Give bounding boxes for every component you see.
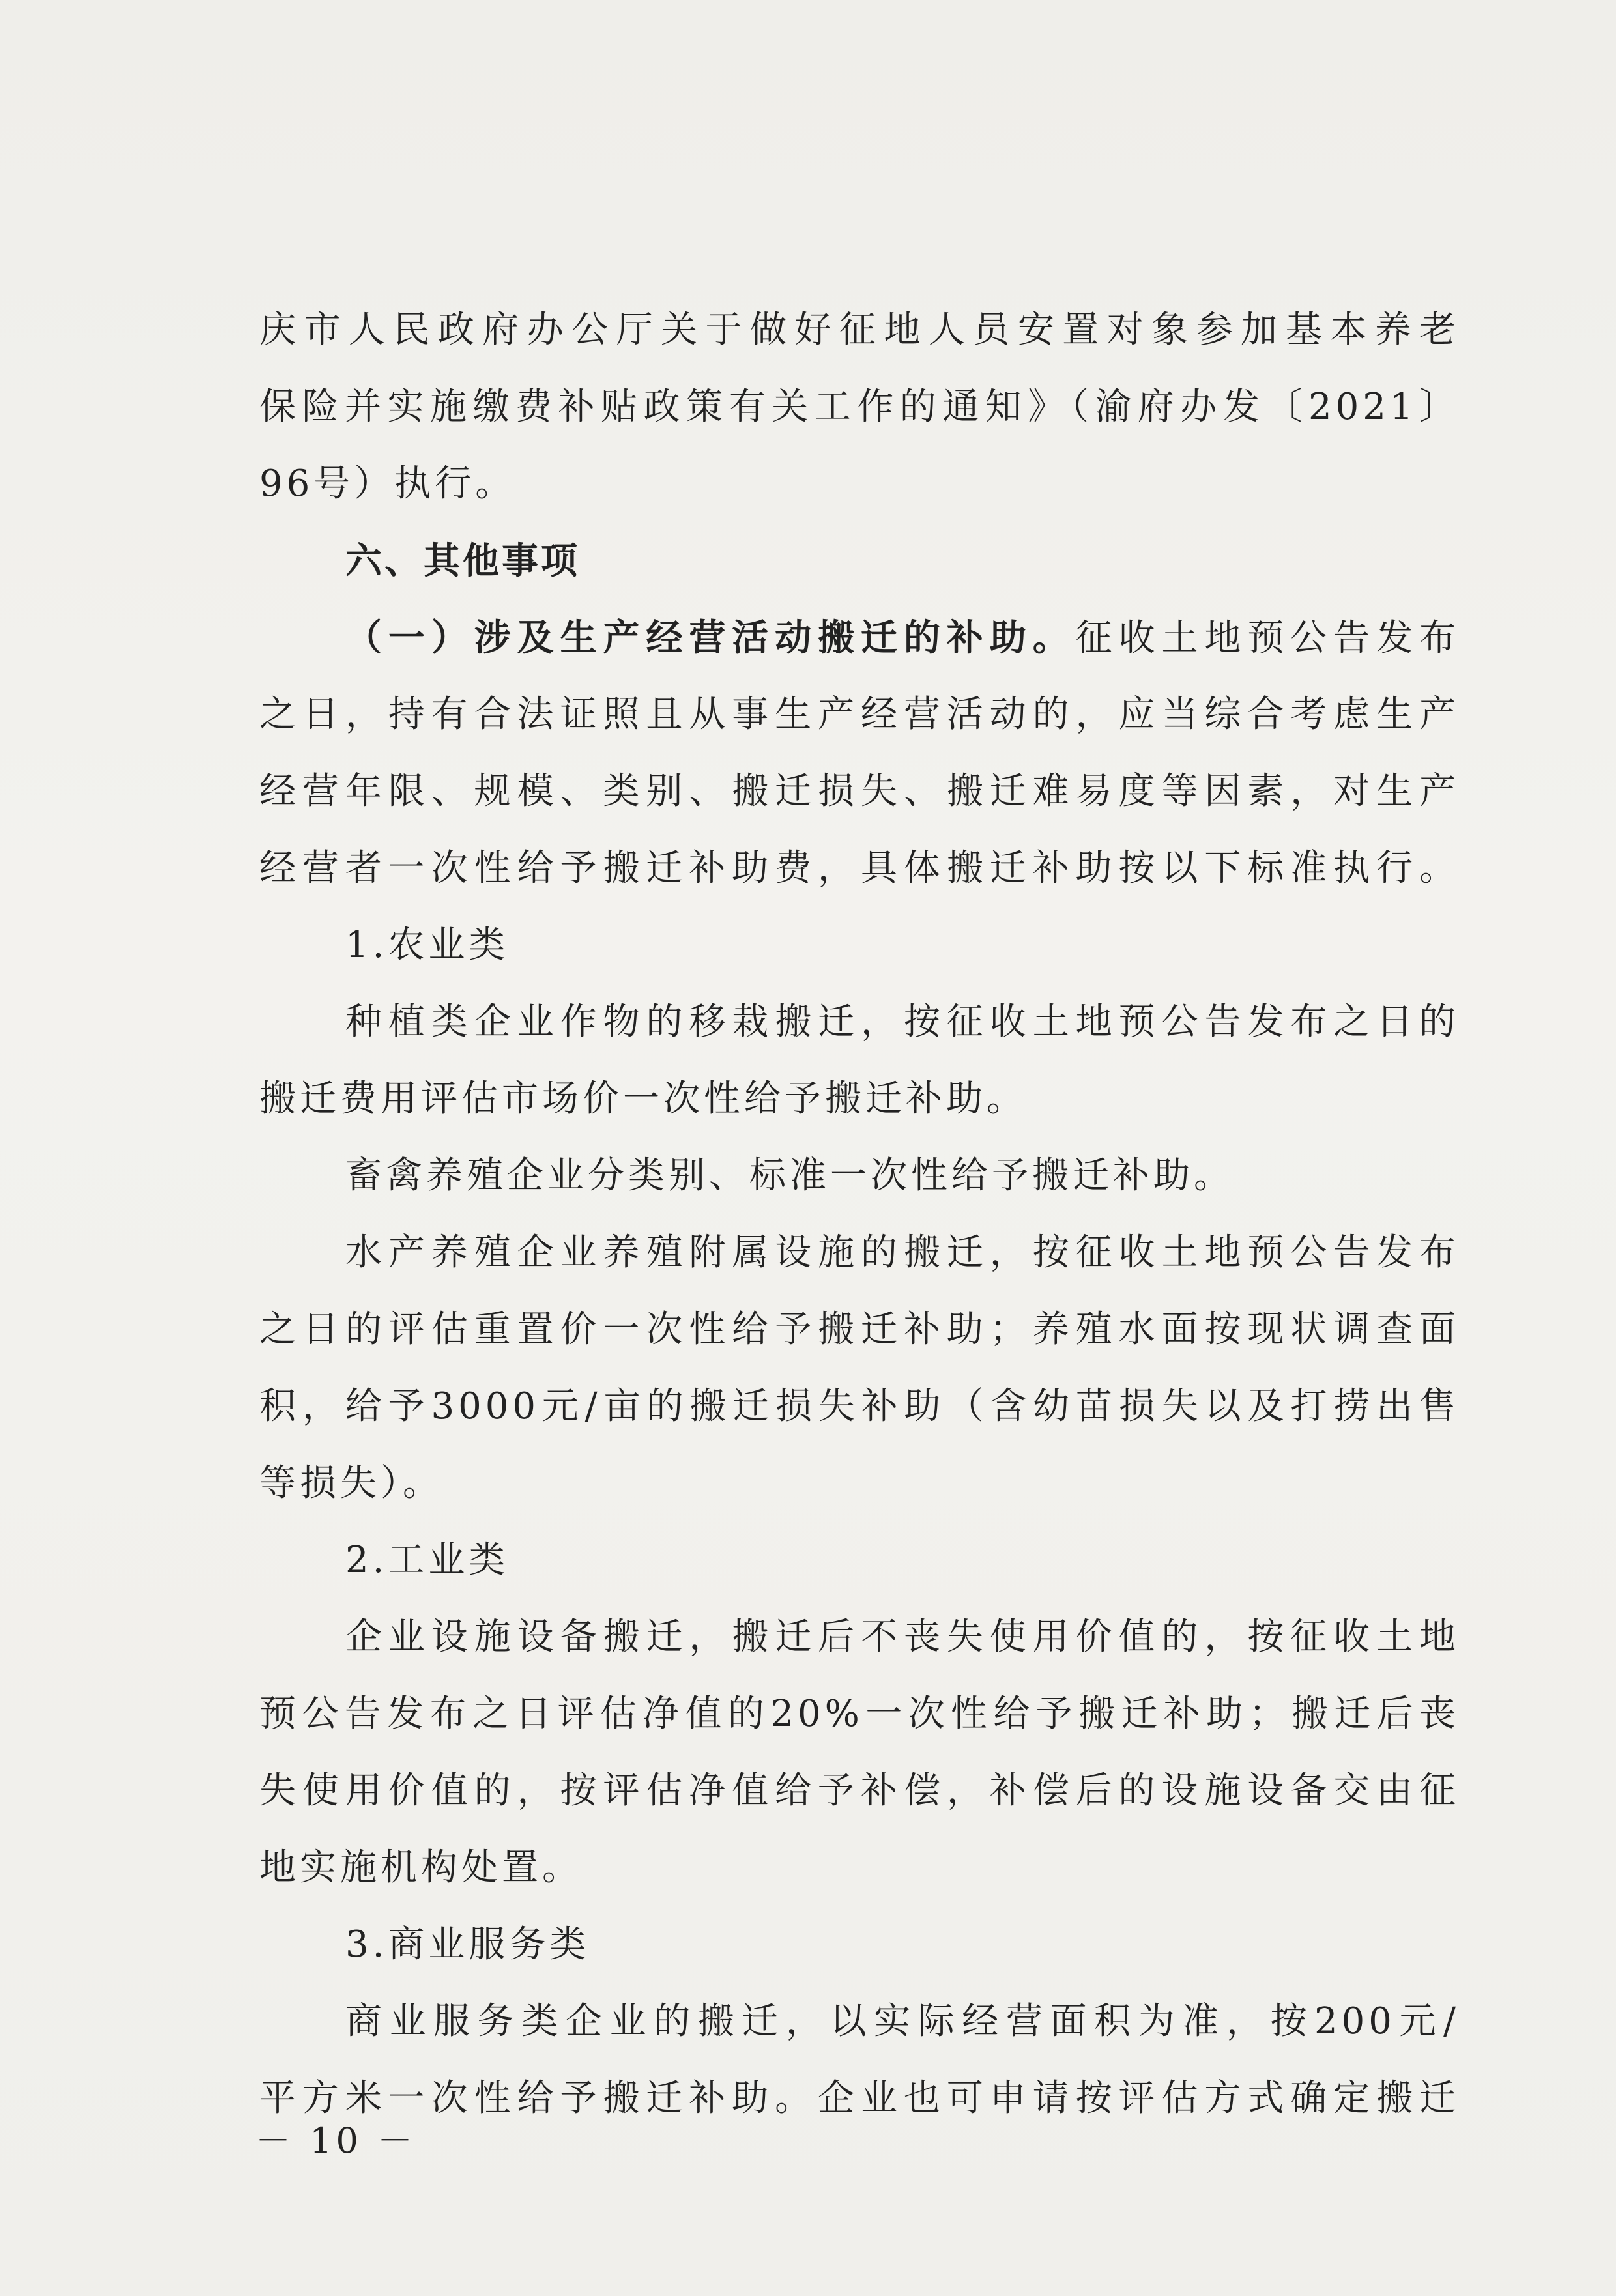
text-line: 企业设施设备搬迁，搬迁后不丧失使用价值的，按征收土地	[345, 1616, 1460, 1658]
text-line: 商业服务类企业的搬迁，以实际经营面积为准，按200元/	[345, 2000, 1460, 2043]
item-heading-rest: 征收土地预公告发布	[1075, 617, 1460, 659]
text-line: 之日，持有合法证照且从事生产经营活动的，应当综合考虑生产	[259, 693, 1460, 736]
text-line: 之日的评估重置价一次性给予搬迁补助；养殖水面按现状调查面	[259, 1308, 1460, 1351]
text-line: 积，给予3000元/亩的搬迁损失补助（含幼苗损失以及打捞出售	[259, 1385, 1460, 1428]
text-line: 经营年限、规模、类别、搬迁损失、搬迁难易度等因素，对生产	[259, 770, 1460, 812]
text-line: 搬迁费用评估市场价一次性给予搬迁补助。	[259, 1078, 1027, 1120]
section-heading: 六、其他事项	[345, 539, 580, 582]
item-heading-line	[259, 599, 1460, 676]
subsection-title: 2.工业类	[345, 1539, 510, 1581]
text-line: 地实施机构处置。	[259, 1846, 583, 1889]
item-heading: （一）涉及生产经营活动搬迁的补助。	[345, 616, 1076, 659]
text-line: 96号）执行。	[259, 463, 516, 505]
text-line: 失使用价值的，按评估净值给予补偿，补偿后的设施设备交由征	[259, 1770, 1460, 1812]
page-number: － 10 －	[255, 2120, 417, 2161]
text-line: 水产养殖企业养殖附属设施的搬迁，按征收土地预公告发布	[345, 1231, 1460, 1274]
text-line: 庆市人民政府办公厅关于做好征地人员安置对象参加基本养老	[259, 309, 1460, 351]
subsection-title: 3.商业服务类	[345, 1923, 590, 1966]
body-text	[259, 292, 1460, 2137]
text-line: 经营者一次性给予搬迁补助费，具体搬迁补助按以下标准执行。	[259, 847, 1460, 889]
text-line: 等损失）。	[259, 1462, 443, 1504]
text-line: 预公告发布之日评估净值的20%一次性给予搬迁补助；搬迁后丧	[259, 1693, 1460, 1735]
subsection-title: 1.农业类	[345, 924, 510, 966]
text-line: 平方米一次性给予搬迁补助。企业也可申请按评估方式确定搬迁	[259, 2077, 1460, 2119]
text-line: 种植类企业作物的移栽搬迁，按征收土地预公告发布之日的	[345, 1001, 1460, 1043]
text-line: 保险并实施缴费补贴政策有关工作的通知》（渝府办发〔2021〕	[259, 386, 1460, 428]
text-line: 畜禽养殖企业分类别、标准一次性给予搬迁补助。	[345, 1155, 1234, 1197]
